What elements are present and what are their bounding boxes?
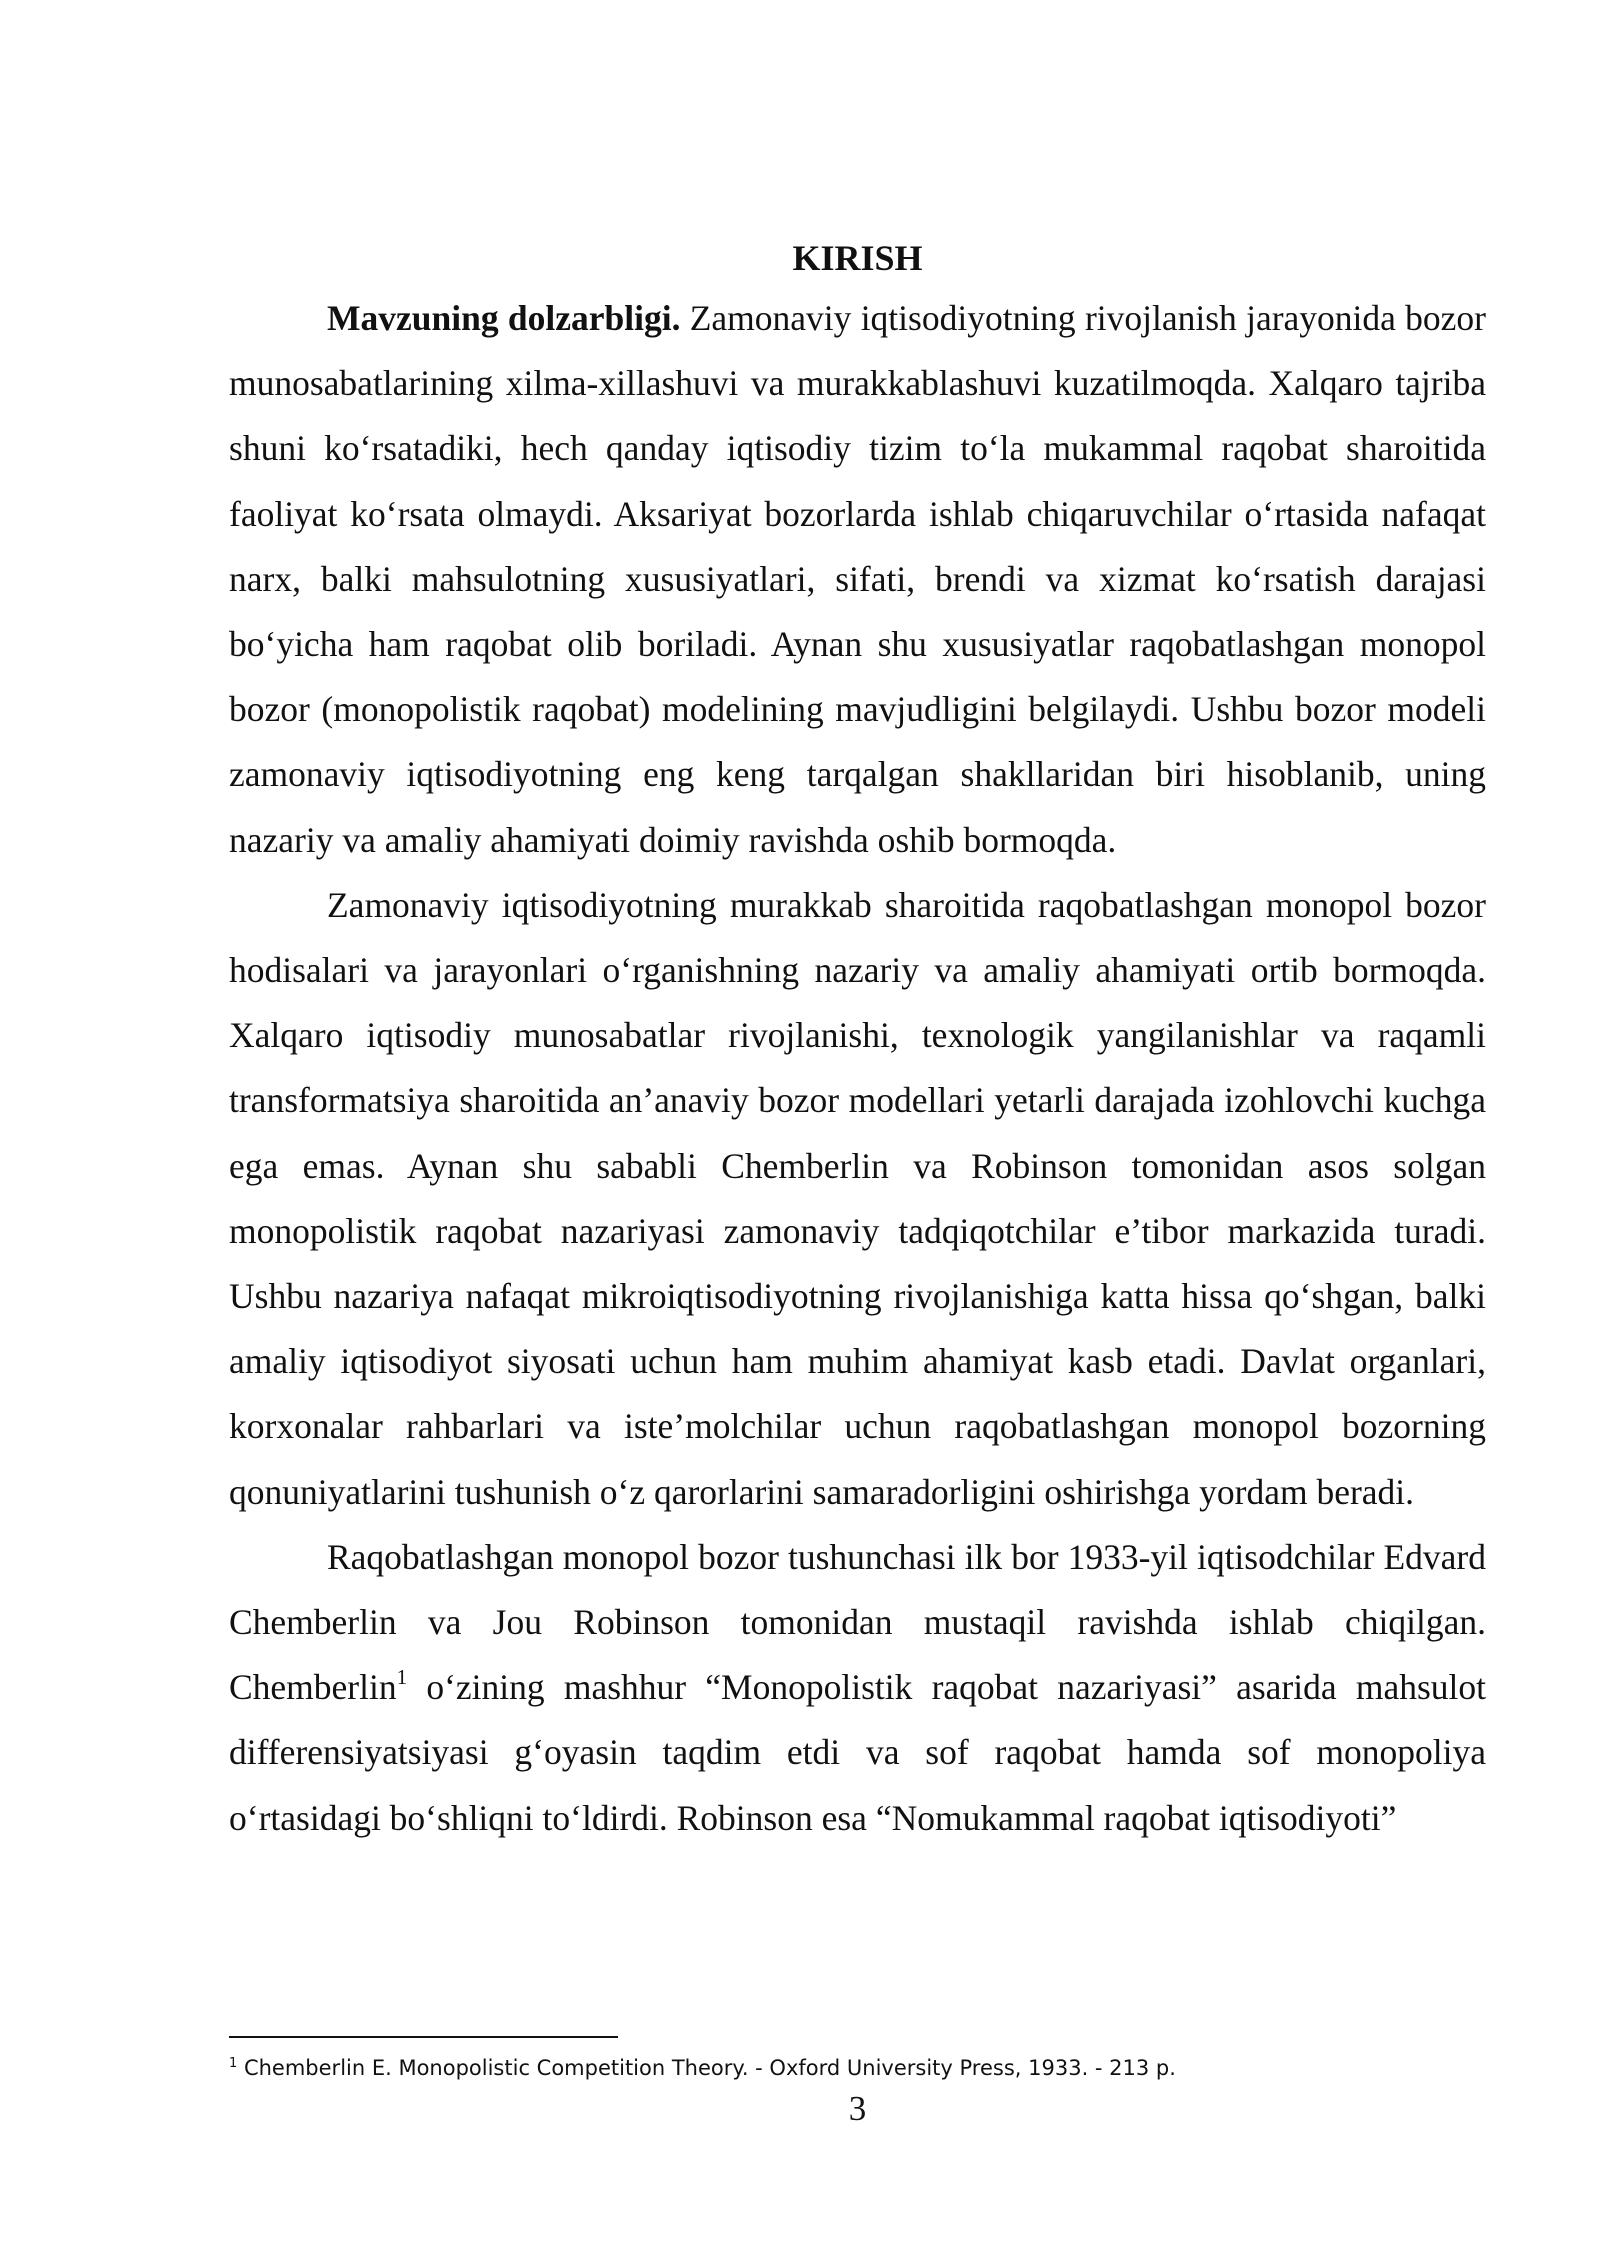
footnote-number: 1 [229, 2056, 238, 2071]
paragraph-lead-heading: Mavzuning dolzarbligi. [327, 298, 681, 338]
paragraph-modern-economy [229, 873, 1486, 1525]
footnote [229, 2052, 1486, 2084]
document-body [229, 230, 1486, 1851]
paragraph-text: o‘zining mashhur “Monopolistik raqobat nazariyasi” asarida mahsulot differensiyatsiyasi g‘oyasin taqdim etdi va sof raqobat hamda sof monopoliya o‘rtasidagi bo‘shliqni to‘ldirdi. Robinson esa “Nomukammal raqobat iqtisodiyoti” [229, 1667, 1486, 1838]
paragraph-relevance [229, 286, 1486, 873]
paragraph-text: Zamonaviy iqtisodiyotning murakkab sharoitida raqobatlashgan monopol bozor hodisalari va jarayonlari o‘rganishning nazariy va amaliy ahamiyati ortib bormoqda. Xalqaro iqtisodiy munosabatlar rivojlanishi, texnologik yangilanishlar va raqamli transformatsiya sharoitida an’anaviy bozor modellari yetarli darajada izohlovchi kuchga ega emas. Aynan shu sababli Chemberlin va Robinson tomonidan asos solgan monopolistik raqobat nazariyasi zamonaviy tadqiqotchilar e’tibor markazida turadi. Ushbu nazariya nafaqat mikroiqtisodiyotning rivojlanishiga katta hissa qo‘shgan, balki amaliy iqtisodiyot siyosati uchun ham muhim ahamiyat kasb etadi. Davlat organlari, korxonalar rahbarlari va iste’molchilar uchun raqobatlashgan monopol bozorning qonuniyatlarini tushunish o‘z qarorlarini samaradorligini oshirishga yordam beradi. [229, 884, 1486, 1512]
footnote-text: Chemberlin E. Monopolistic Competition Theory. - Oxford University Press, 1933. - 213 p. [237, 2056, 1176, 2080]
section-title: KIRISH [792, 238, 923, 278]
paragraph-text: Raqobatlashgan monopol bozor tushunchasi ilk bor 1933-yil iqtisodchilar Edvard Chemberlin va Jou Robinson tomonidan mustaqil ravishda ishlab chiqilgan. Chemberlin [229, 1536, 1486, 1708]
footnote-reference[interactable]: 1 [396, 1665, 408, 1690]
paragraph-history [229, 1525, 1486, 1851]
page-number: 3 [848, 2089, 867, 2128]
footnote-separator [229, 2036, 618, 2038]
paragraph-text: Zamonaviy iqtisodiyotning rivojlanish jarayonida bozor munosabatlarining xilma-xillashuvi va murakkablashuvi kuzatilmoqda. Xalqaro tajriba shuni ko‘rsatadiki, hech qanday iqtisodiy tizim to‘la mukammal raqobat sharoitida faoliyat ko‘rsata olmaydi. Aksariyat bozorlarda ishlab chiqaruvchilar o‘rtasida nafaqat narx, balki mahsulotning xususiyatlari, sifati, brendi va xizmat ko‘rsatish darajasi bo‘yicha ham raqobat olib boriladi. Aynan shu xususiyatlar raqobatlashgan monopol bozor (monopolistik raqobat) modelining mavjudligini belgilaydi. Ushbu bozor modeli zamonaviy iqtisodiyotning eng keng tarqalgan shakllaridan biri hisoblanib, uning nazariy va amaliy ahamiyati doimiy ravishda oshib bormoqda. [229, 298, 1486, 860]
